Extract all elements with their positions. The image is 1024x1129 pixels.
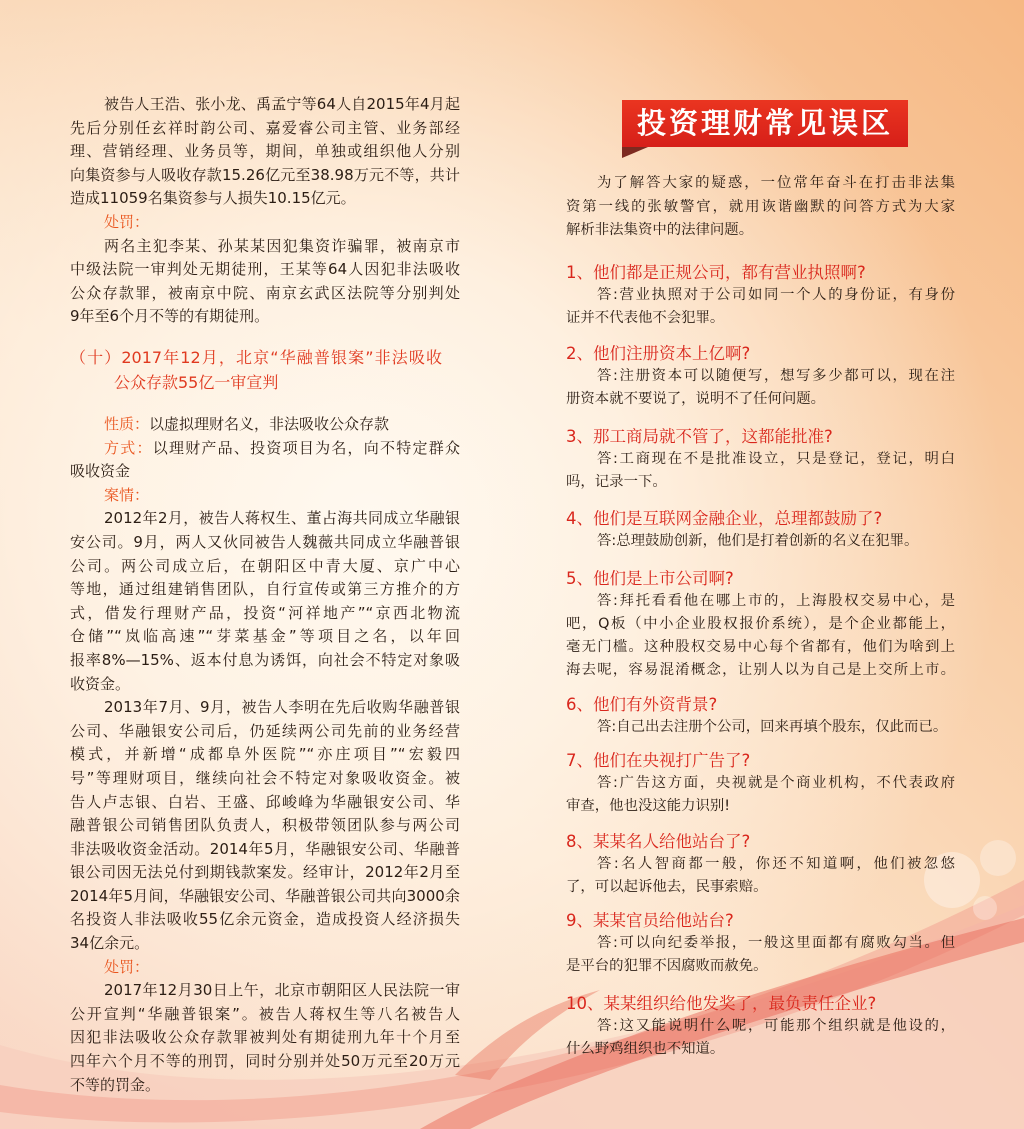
answer-line: 答:这又能说明什么呢，可能那个组织就是他设的， [597, 1017, 955, 1034]
penalty-label: 处罚： [104, 957, 150, 976]
answer-line: 吗，记录一下。 [566, 473, 667, 490]
facts-text-line: 等地，通过组建销售团队，自行宣传或第三方推介的方 [70, 580, 460, 599]
answer-line: 答:营业执照对于公司如同一个人的身份证，有身份 [597, 286, 955, 303]
penalty-text-line: 公众存款罪，被南京中院、南京玄武区法院等分别判处 [70, 283, 460, 302]
penalty-text-line: 不等的罚金。 [70, 1075, 161, 1094]
answer-line: 册资本就不要说了，说明不了任何问题。 [566, 390, 826, 407]
answer-line: 海去呢，容易混淆概念，让别人以为自己是上交所上市。 [566, 661, 955, 678]
question: 8、某某名人给他站台了? [566, 831, 751, 851]
qa-item-7 [566, 749, 955, 818]
case-text-line: 被告人王浩、张小龙、禹孟宁等64人自2015年4月起 [104, 95, 460, 113]
qa-item-3 [566, 425, 955, 494]
light-bubble [973, 896, 997, 920]
qa-item-2 [566, 342, 955, 411]
facts-text-line: 报率8%—15%、返本付息为诱饵，向社会不特定对象吸 [70, 650, 460, 669]
facts-text-line: 告人卢志银、白岩、王盛、邱峻峰为华融银安公司、华 [70, 792, 460, 811]
facts-text-line: 仓储”“岚临高速”“芽菜基金”等项目之名，以年回 [70, 627, 460, 646]
penalty-text-line: 2017年12月30日上午，北京市朝阳区人民法院一审 [104, 981, 460, 1000]
case-10-section [70, 413, 460, 1097]
qa-item-10 [566, 992, 955, 1061]
facts-text-line: 公司。两公司成立后，在朝阳区中青大厦、京广中心 [70, 556, 460, 575]
answer-line: 答:拜托看看他在哪上市的，上海股权交易中心，是 [597, 592, 955, 609]
method-label: 方式： [104, 438, 153, 457]
answer-line: 答:工商现在不是批准设立，只是登记，登记，明白 [597, 450, 955, 467]
previous-case-section [70, 93, 460, 329]
answer-line: 答:广告这方面，央视就是个商业机构，不代表政府 [597, 774, 955, 791]
penalty-label: 处罚： [104, 212, 150, 231]
penalty-text-line: 两名主犯李某、孙某某因犯集资诈骗罪，被南京市 [104, 236, 460, 255]
facts-text-line: 模式，并新增“成都阜外医院”“亦庄项目”“宏毅四 [70, 745, 460, 764]
answer-line: 什么野鸡组织也不知道。 [566, 1040, 725, 1057]
method-text: 以理财产品、投资项目为名，向不特定群众 [152, 438, 460, 457]
facts-label: 案情： [104, 485, 150, 504]
intro-paragraph [566, 172, 955, 243]
case-10-heading [70, 345, 460, 395]
intro-line: 解析非法集资中的法律问题。 [566, 222, 754, 238]
method-line: 吸收资金 [70, 462, 131, 481]
answer-line: 审查，他也没这能力识别! [566, 797, 731, 814]
page-title: 投资理财常见误区 [636, 106, 893, 140]
nature-text: 以虚拟理财名义，非法吸收公众存款 [149, 415, 390, 433]
answer-line: 答:可以向纪委举报，一般这里面都有腐败勾当。但 [597, 934, 955, 951]
penalty-text-line: 因犯非法吸收公众存款罪被判处有期徒刑九年十个月至 [70, 1028, 460, 1047]
banner-fold-shadow [622, 147, 648, 158]
penalty-text-line: 中级法院一审判处无期徒刑，王某等64人因犯非法吸收 [70, 260, 460, 279]
case-text-line: 向集资参与人吸收存款15.26亿元至38.98万元不等，共计 [70, 165, 460, 184]
facts-text-line: 2012年2月，被告人蒋权生、董占海共同成立华融银 [104, 509, 460, 528]
answer-line: 答:注册资本可以随便写，想写多少都可以，现在注 [597, 367, 955, 384]
qa-item-5 [566, 567, 955, 682]
light-bubble [980, 840, 1016, 876]
facts-text-line: 34亿余元。 [70, 934, 150, 953]
question: 2、他们注册资本上亿啊? [566, 343, 751, 363]
question: 7、他们在央视打广告了? [566, 750, 751, 770]
nature-line [70, 413, 460, 437]
case-heading-line: 公众存款55亿一审宣判 [114, 373, 279, 392]
answer-line: 答:名人智商都一般，你还不知道啊，他们被忽悠 [597, 855, 955, 872]
answer-line: 毫无门槛。这种股权交易中心每个省都有，他们为啥到上 [566, 638, 955, 655]
penalty-text-line: 公开宣判“华融普银案”。被告人蒋权生等八名被告人 [70, 1004, 460, 1023]
question: 10、某某组织给他发奖了，最负责任企业? [566, 993, 877, 1013]
facts-text-line: 非法吸收资金活动。2014年5月，华融银安公司、华融普 [70, 839, 460, 858]
answer-line: 了，可以起诉他去，民事索赔。 [566, 878, 768, 895]
case-text-line: 理、营销经理、业务员等，期间，单独或组织他人分别 [70, 142, 460, 161]
intro-line: 为了解答大家的疑惑，一位常年奋斗在打击非法集 [597, 175, 955, 191]
intro-line: 资第一线的张敏警官，就用诙谐幽默的问答方式为大家 [566, 198, 955, 215]
answer-line: 答:自己出去注册个公司，回来再填个股东，仅此而已。 [597, 718, 948, 735]
title-banner [622, 100, 908, 147]
facts-text-line: 名投资人非法吸收55亿余元资金，造成投资人经济损失 [70, 910, 460, 929]
case-text-line: 造成11059名集资参与人损失10.15亿元。 [70, 189, 356, 208]
facts-text-line: 2014年5月间，华融银安公司、华融普银公司共向3000余 [70, 886, 460, 905]
facts-text-line: 号”等理财项目，继续向社会不特定对象吸收资金。被 [70, 768, 460, 787]
qa-item-1 [566, 261, 955, 330]
nature-label: 性质： [104, 415, 150, 433]
qa-item-4 [566, 507, 955, 553]
facts-text-line: 安公司。9月，两人又伙同被告人魏薇共同成立华融普银 [70, 532, 460, 551]
case-heading-line: （十）2017年12月，北京“华融普银案”非法吸收 [70, 348, 442, 367]
answer-line: 是平台的犯罪不因腐败而赦免。 [566, 957, 768, 974]
question: 5、他们是上市公司啊? [566, 568, 734, 588]
question: 4、他们是互联网金融企业，总理都鼓励了? [566, 508, 883, 528]
facts-text-line: 公司、华融银安公司后，仍延续两公司先前的业务经营 [70, 721, 460, 740]
penalty-text-line: 四年六个月不等的刑罚，同时分别并处50万元至20万元 [70, 1052, 460, 1071]
penalty-text-line: 9年至6个月不等的有期徒刑。 [70, 307, 270, 326]
question: 3、那工商局就不管了，这都能批准? [566, 426, 833, 446]
facts-text-line: 融普银公司销售团队负责人，积极带领团队参与两公司 [70, 816, 460, 835]
facts-text-line: 式，借发行理财产品，投资“河祥地产”“京西北物流 [70, 603, 460, 622]
answer-line: 答:总理鼓励创新，他们是打着创新的名义在犯罪。 [597, 532, 919, 549]
qa-item-6 [566, 693, 955, 739]
question: 1、他们都是正规公司，都有营业执照啊? [566, 262, 866, 282]
facts-text-line: 银公司因无法兑付到期钱款案发。经审计，2012年2月至 [70, 863, 460, 882]
question: 9、某某官员给他站台? [566, 910, 734, 930]
method-line [70, 437, 460, 461]
question: 6、他们有外资背景? [566, 694, 718, 714]
facts-text-line: 2013年7月、9月，被告人李明在先后收购华融普银 [104, 698, 460, 717]
answer-line: 吧，Q板（中小企业股权报价系统），是个企业都能上， [566, 615, 955, 632]
qa-item-8 [566, 830, 955, 899]
case-text-line: 先后分别任玄祥时韵公司、嘉爱睿公司主管、业务部经 [70, 118, 460, 137]
facts-text-line: 收资金。 [70, 674, 131, 693]
answer-line: 证并不代表他不会犯罪。 [566, 309, 725, 326]
qa-item-9 [566, 909, 955, 978]
